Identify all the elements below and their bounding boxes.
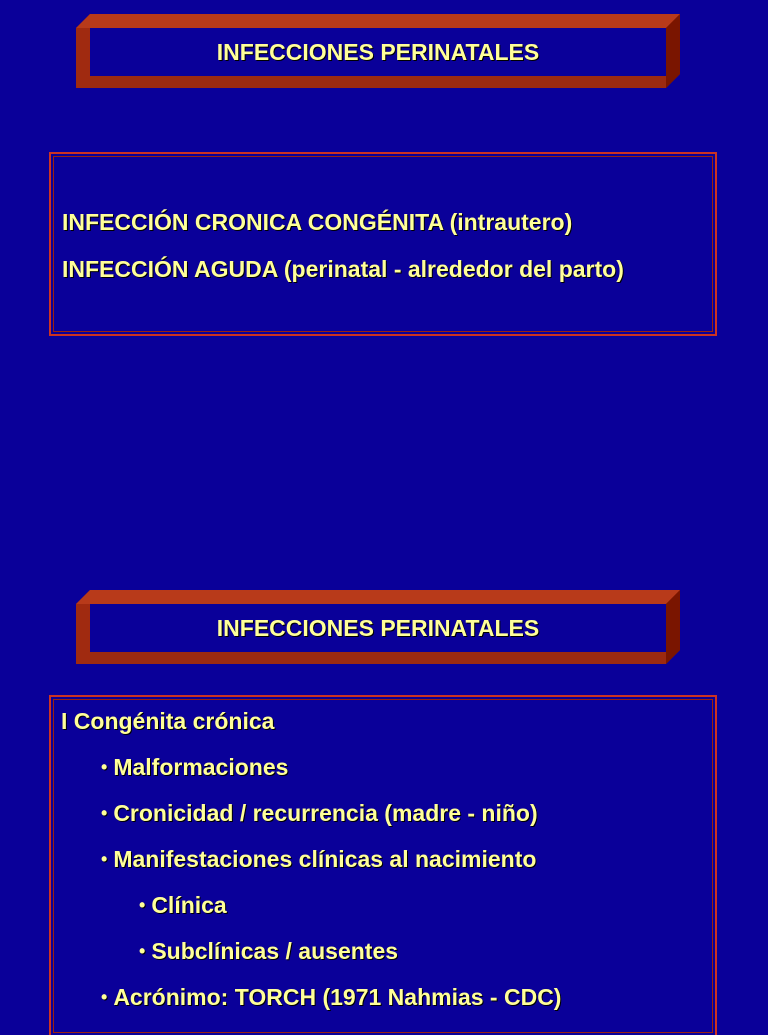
slide-1-title-box: [76, 14, 680, 88]
slide-2-content-frame: [49, 695, 717, 1035]
slide-2-item-1: • Malformaciones: [101, 753, 288, 783]
slide-1-line-1: INFECCIÓN CRONICA CONGÉNITA (intrautero): [62, 209, 573, 235]
slide-2-subitem-1: • Clínica: [139, 891, 227, 921]
slide-2: [0, 512, 768, 1024]
slide-2-title: INFECCIONES PERINATALES: [216, 615, 540, 641]
slide-2-item-2: • Cronicidad / recurrencia (madre - niño): [101, 799, 538, 829]
slide-1-content-frame: [49, 152, 717, 336]
slide-1: [0, 0, 768, 512]
slide-2-title-box: [76, 590, 680, 664]
slide-1-title: INFECCIONES PERINATALES: [216, 39, 540, 65]
slide-2-heading: I Congénita crónica: [61, 708, 275, 734]
slide-2-item-4: • Acrónimo: TORCH (1971 Nahmias - CDC): [101, 983, 561, 1013]
slide-2-item-3: • Manifestaciones clínicas al nacimiento: [101, 845, 536, 875]
slide-1-line-2: INFECCIÓN AGUDA (perinatal - alrededor del parto): [62, 256, 624, 282]
slide-2-subitem-2: • Subclínicas / ausentes: [139, 937, 398, 967]
